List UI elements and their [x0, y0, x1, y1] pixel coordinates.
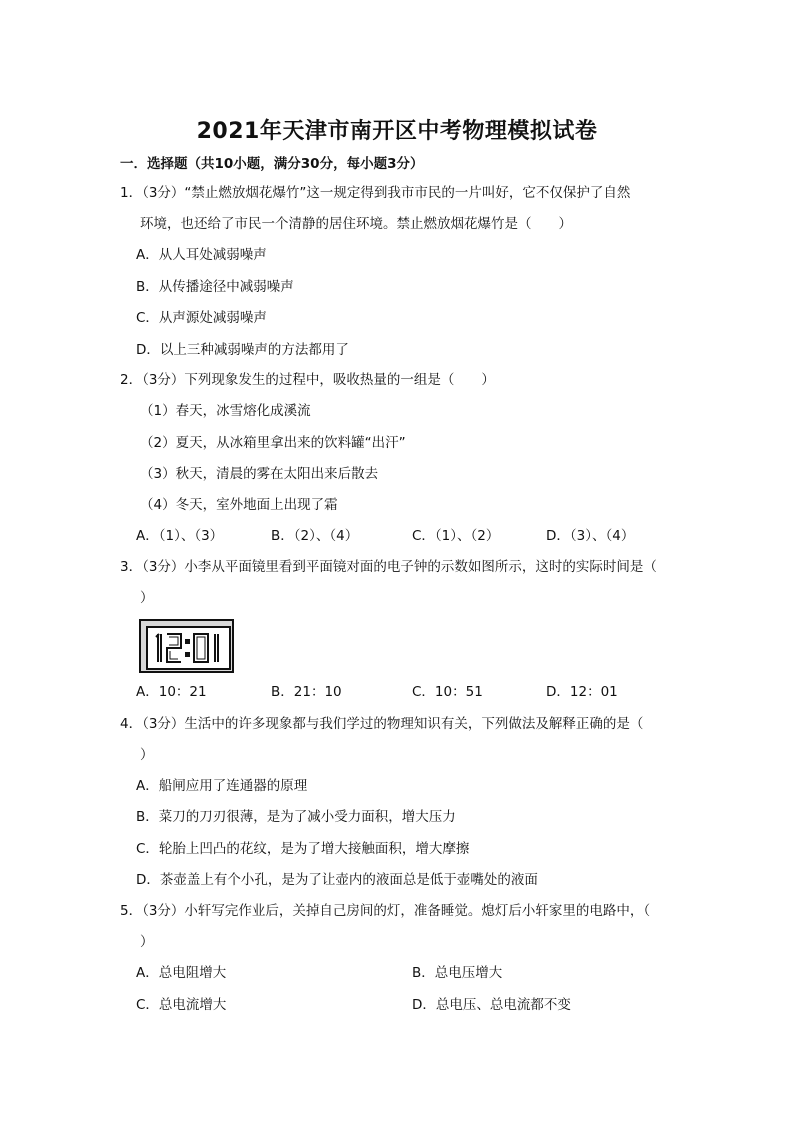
question-2-item-4: （4）冬天，室外地面上出现了霜: [140, 497, 338, 513]
page-title: 2021年天津市南开区中考物理模拟试卷: [196, 119, 598, 144]
question-2-text: 2．（3分）下列现象发生的过程中，吸收热量的一组是（ ）: [120, 372, 495, 388]
section-heading: 一．选择题（共10小题，满分30分，每小题3分）: [120, 156, 424, 172]
question-2-item-2: （2）夏天，从冰箱里拿出来的饮料罐“出汗”: [140, 435, 406, 451]
clock-digits: [148, 628, 229, 668]
question-5-text-cont: ）: [140, 934, 154, 950]
question-3-text: 3．（3分）小李从平面镜里看到平面镜对面的电子钟的示数如图所示，这时的实际时间是（: [120, 559, 657, 575]
question-4-text-cont: ）: [140, 747, 154, 763]
question-5-option-d: D．总电压、总电流都不变: [412, 997, 571, 1013]
question-2-option-d: D．（3）、（4）: [546, 528, 635, 544]
question-5-text: 5．（3分）小轩写完作业后，关掉自己房间的灯，准备睡觉。熄灯后小轩家里的电路中，（: [120, 903, 651, 919]
question-2-item-3: （3）秋天，清晨的雾在太阳出来后散去: [140, 466, 379, 482]
question-2-option-a: A．（1）、（3）: [136, 528, 224, 544]
digital-clock-figure: [139, 619, 234, 673]
question-5-option-c: C．总电流增大: [136, 997, 227, 1013]
question-1-option-b: B．从传播途径中减弱噪声: [136, 279, 294, 295]
question-1-option-d: D．以上三种减弱噪声的方法都用了: [136, 342, 349, 358]
question-1-text: 1．（3分）“禁止燃放烟花爆竹”这一规定得到我市市民的一片叫好，它不仅保护了自然: [120, 185, 631, 201]
question-3-text-cont: ）: [140, 590, 154, 606]
question-4-option-b: B．菜刀的刀刃很薄，是为了减小受力面积，增大压力: [136, 809, 456, 825]
question-1-text-cont: 环境，也还给了市民一个清静的居住环境。禁止燃放烟花爆竹是（ ）: [140, 216, 572, 232]
question-4-option-a: A．船闸应用了连通器的原理: [136, 778, 308, 794]
question-3-option-a: A．10：21: [136, 684, 207, 700]
clock-screen: [146, 626, 231, 670]
question-4-text: 4．（3分）生活中的许多现象都与我们学过的物理知识有关，下列做法及解释正确的是（: [120, 716, 644, 732]
question-5-option-b: B．总电压增大: [412, 965, 503, 981]
question-1-option-c: C．从声源处减弱噪声: [136, 310, 267, 326]
question-4-option-d: D．茶壶盖上有个小孔，是为了让壶内的液面总是低于壶嘴处的液面: [136, 872, 538, 888]
question-3-option-b: B．21：10: [271, 684, 342, 700]
question-3-option-c: C．10：51: [412, 684, 483, 700]
question-1-option-a: A．从人耳处减弱噪声: [136, 247, 267, 263]
question-5-option-a: A．总电阻增大: [136, 965, 227, 981]
question-2-item-1: （1）春天，冰雪熔化成溪流: [140, 403, 311, 419]
question-3-option-d: D．12：01: [546, 684, 618, 700]
question-4-option-c: C．轮胎上凹凸的花纹，是为了增大接触面积，增大摩擦: [136, 841, 470, 857]
question-2-option-b: B．（2）、（4）: [271, 528, 359, 544]
question-2-option-c: C．（1）、（2）: [412, 528, 500, 544]
